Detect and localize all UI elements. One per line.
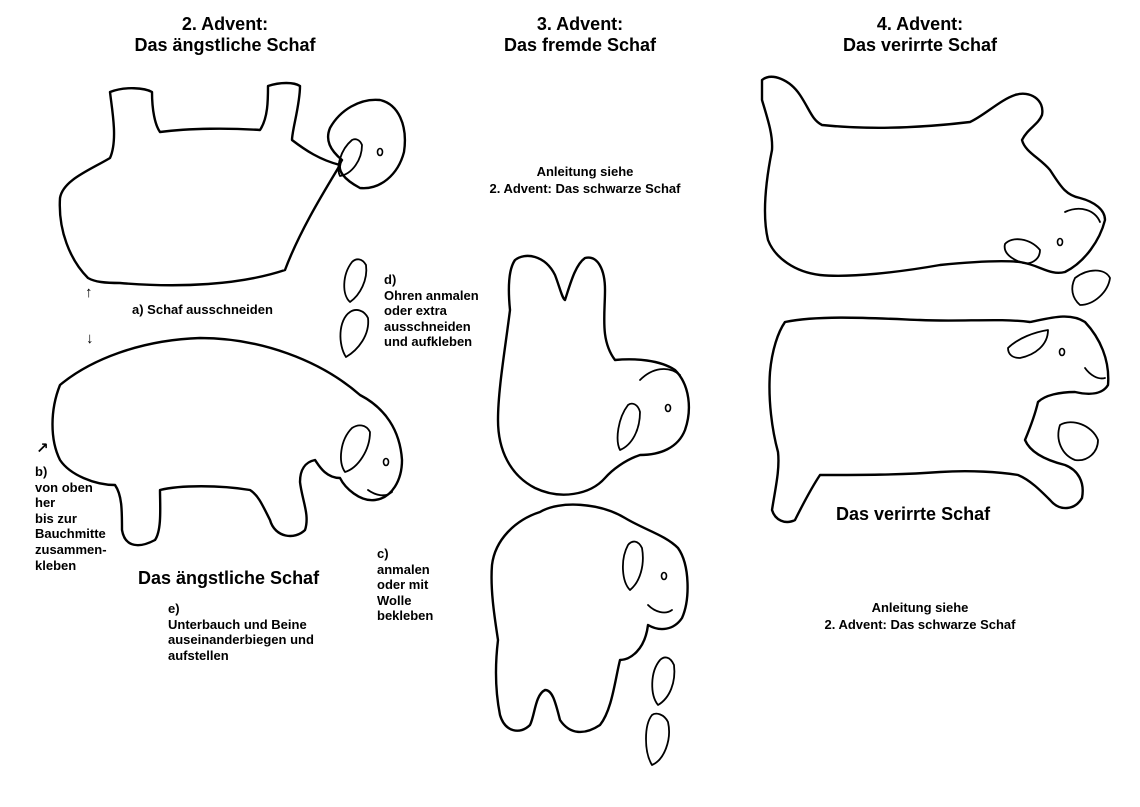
sheep-bottom-eye [384,459,389,466]
step-c-text: c) anmalen oder mit Wolle bekleben [377,546,434,624]
sheep-bottom-mouth [368,490,392,495]
foreign-sheep-bottom-eye [662,573,667,580]
ear-piece-1 [344,259,366,302]
ear-piece-5 [1072,271,1110,306]
lost-sheep-top-outline [762,77,1105,276]
foreign-sheep-top-eye [666,405,671,412]
sheep-top-ear [339,139,363,176]
foreign-sheep-top-head-line [640,369,680,380]
instruction-advent-4: Anleitung siehe 2. Advent: Das schwarze Schaf [824,600,1016,632]
sheep-bottom-ear [341,425,370,472]
foreign-sheep-bottom-ear [623,542,643,590]
heading-advent-4: 4. Advent: Das verirrte Schaf [842,14,998,55]
foreign-sheep-top-ear [618,404,640,450]
lost-sheep-bottom-eye [1060,349,1065,356]
step-a-text: a) Schaf ausschneiden [132,302,273,317]
lost-sheep-bottom-mouth [1085,368,1105,378]
heading-advent-2: 2. Advent: Das ängstliche Schaf [134,14,316,55]
lost-sheep-bottom-ear [1008,330,1048,358]
step-e-text: e) Unterbauch und Beine auseinanderbiegen und aufstellen [168,601,314,663]
arrow-diagonal-icon: ↗ [36,440,49,457]
ear-piece-3 [652,657,674,705]
heading-advent-3: 3. Advent: Das fremde Schaf [503,14,657,55]
instruction-advent-3: Anleitung siehe 2. Advent: Das schwarze Schaf [489,164,681,196]
ear-piece-6 [1058,422,1098,460]
foreign-sheep-bottom-mouth [648,605,672,612]
ear-piece-2 [340,310,368,357]
lost-sheep-top-eye [1058,239,1063,246]
sheep-top-eye [378,149,383,156]
arrow-up-icon: ↑ [85,284,93,301]
figure-label-aengstliches-schaf: Das ängstliche Schaf [138,568,320,588]
step-b-text: b) von oben her bis zur Bauchmitte zusammen- kleben [35,464,107,573]
lost-sheep-bottom-outline [769,317,1108,522]
figure-label-verirrtes-schaf: Das verirrte Schaf [836,504,991,524]
ear-piece-4 [646,714,669,765]
step-d-text: d) Ohren anmalen oder extra ausschneiden und aufkleben [384,272,479,350]
arrow-down-icon: ↓ [86,330,94,347]
foreign-sheep-bottom-outline [492,505,688,732]
lost-sheep-top-head-line [1065,209,1100,222]
sheep-bottom-outline [53,338,403,545]
sheep-top-body-outline [60,83,340,285]
foreign-sheep-top-outline [498,256,689,495]
lost-sheep-top-ear [1005,239,1040,263]
